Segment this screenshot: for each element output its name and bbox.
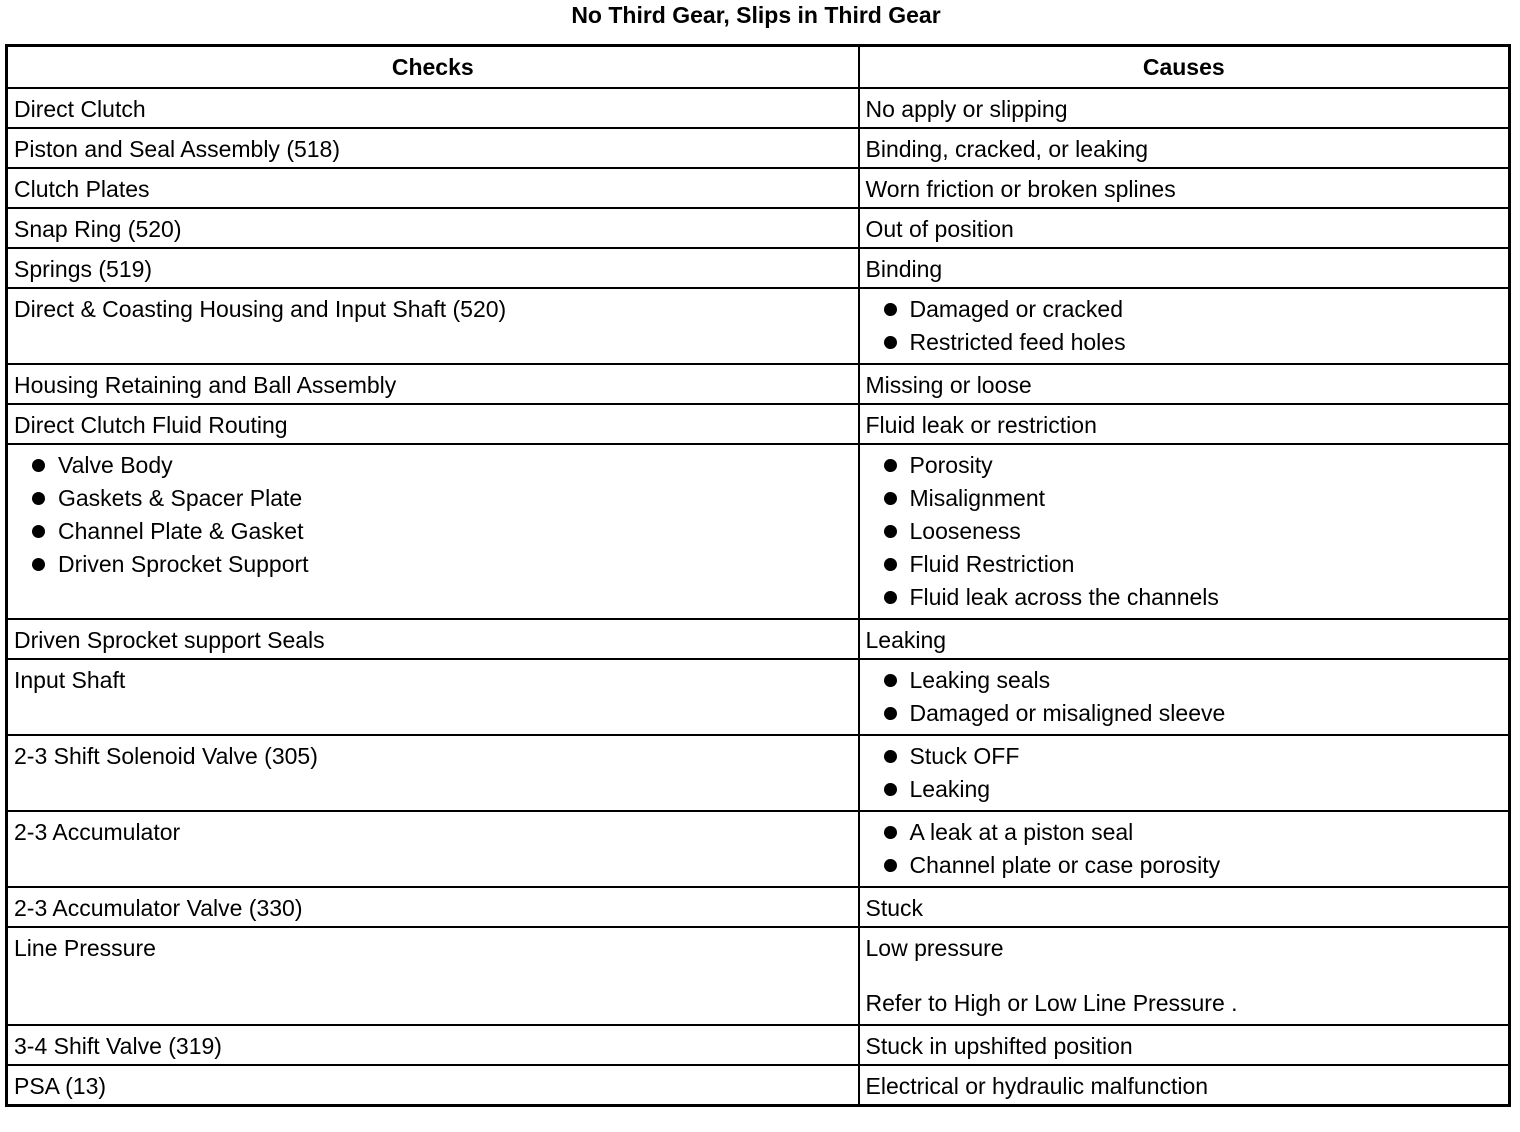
cause-list [866, 293, 1503, 359]
check-cell: Piston and Seal Assembly (518) [7, 128, 859, 168]
table-row [7, 88, 1510, 128]
cause-text: Low pressure [865, 935, 1004, 961]
table-row [7, 168, 1510, 208]
header-row [7, 46, 1510, 89]
bullet-item: Channel plate or case porosity [866, 849, 1503, 882]
cause-cell [859, 927, 1510, 1025]
cause-cell [859, 288, 1510, 364]
cause-cell [859, 444, 1510, 619]
check-cell: Springs (519) [7, 248, 859, 288]
table-row [7, 248, 1510, 288]
table-row [7, 128, 1510, 168]
cause-cell: Electrical or hydraulic malfunction [859, 1065, 1510, 1105]
bullet-item: Fluid Restriction [866, 548, 1503, 581]
cause-list [866, 449, 1503, 614]
cause-cell: Fluid leak or restriction [859, 404, 1510, 444]
bullet-item: Damaged or cracked [866, 293, 1503, 326]
diagnostic-table [5, 44, 1511, 1107]
table-row [7, 364, 1510, 404]
bullet-item: Stuck OFF [866, 740, 1503, 773]
bullet-item: Fluid leak across the channels [866, 581, 1503, 614]
bullet-item: Channel Plate & Gasket [14, 515, 852, 548]
table-row [7, 887, 1510, 927]
bullet-item: Misalignment [866, 482, 1503, 515]
check-cell: Snap Ring (520) [7, 208, 859, 248]
bullet-item: Restricted feed holes [866, 326, 1503, 359]
cause-cell: Binding [859, 248, 1510, 288]
check-cell: PSA (13) [7, 1065, 859, 1105]
check-cell: Line Pressure [7, 927, 859, 1025]
bullet-item: Leaking [866, 773, 1503, 806]
checks-header: Checks [7, 46, 859, 89]
causes-header: Causes [859, 46, 1510, 89]
bullet-item: Driven Sprocket Support [14, 548, 852, 581]
check-cell: Direct Clutch [7, 88, 859, 128]
bullet-item: A leak at a piston seal [866, 816, 1503, 849]
check-list [14, 449, 852, 581]
table-row [7, 444, 1510, 619]
table-row [7, 288, 1510, 364]
check-cell: 2-3 Accumulator [7, 811, 859, 887]
check-cell: Clutch Plates [7, 168, 859, 208]
table-row [7, 735, 1510, 811]
cause-cell [859, 659, 1510, 735]
cause-cell: Worn friction or broken splines [859, 168, 1510, 208]
check-cell: Direct & Coasting Housing and Input Shaft (520) [7, 288, 859, 364]
cause-cell [859, 811, 1510, 887]
cause-cell: Stuck in upshifted position [859, 1025, 1510, 1065]
check-cell: 3-4 Shift Valve (319) [7, 1025, 859, 1065]
check-cell: Driven Sprocket support Seals [7, 619, 859, 659]
cause-cell: Out of position [859, 208, 1510, 248]
cause-cell: No apply or slipping [859, 88, 1510, 128]
check-cell: 2-3 Accumulator Valve (330) [7, 887, 859, 927]
cause-cell: Stuck [859, 887, 1510, 927]
bullet-item: Leaking seals [866, 664, 1503, 697]
table-row [7, 208, 1510, 248]
reference-note: Refer to High or Low Line Pressure . [865, 990, 1238, 1016]
bullet-item: Valve Body [14, 449, 852, 482]
bullet-item: Damaged or misaligned sleeve [866, 697, 1503, 730]
table-row [7, 659, 1510, 735]
cause-cell: Binding, cracked, or leaking [859, 128, 1510, 168]
check-cell [7, 444, 859, 619]
cause-list [866, 816, 1503, 882]
table-row [7, 811, 1510, 887]
bullet-item: Looseness [866, 515, 1503, 548]
table-row [7, 619, 1510, 659]
cause-list [866, 664, 1503, 730]
check-cell: Housing Retaining and Ball Assembly [7, 364, 859, 404]
cause-list [866, 740, 1503, 806]
bullet-item: Porosity [866, 449, 1503, 482]
table-row [7, 1065, 1510, 1105]
check-cell: Direct Clutch Fluid Routing [7, 404, 859, 444]
table-row [7, 404, 1510, 444]
cause-cell: Missing or loose [859, 364, 1510, 404]
check-cell: 2-3 Shift Solenoid Valve (305) [7, 735, 859, 811]
bullet-item: Gaskets & Spacer Plate [14, 482, 852, 515]
cause-cell: Leaking [859, 619, 1510, 659]
table-row [7, 1025, 1510, 1065]
page-title: No Third Gear, Slips in Third Gear [571, 2, 941, 28]
check-cell: Input Shaft [7, 659, 859, 735]
cause-cell [859, 735, 1510, 811]
table-row [7, 927, 1510, 1025]
